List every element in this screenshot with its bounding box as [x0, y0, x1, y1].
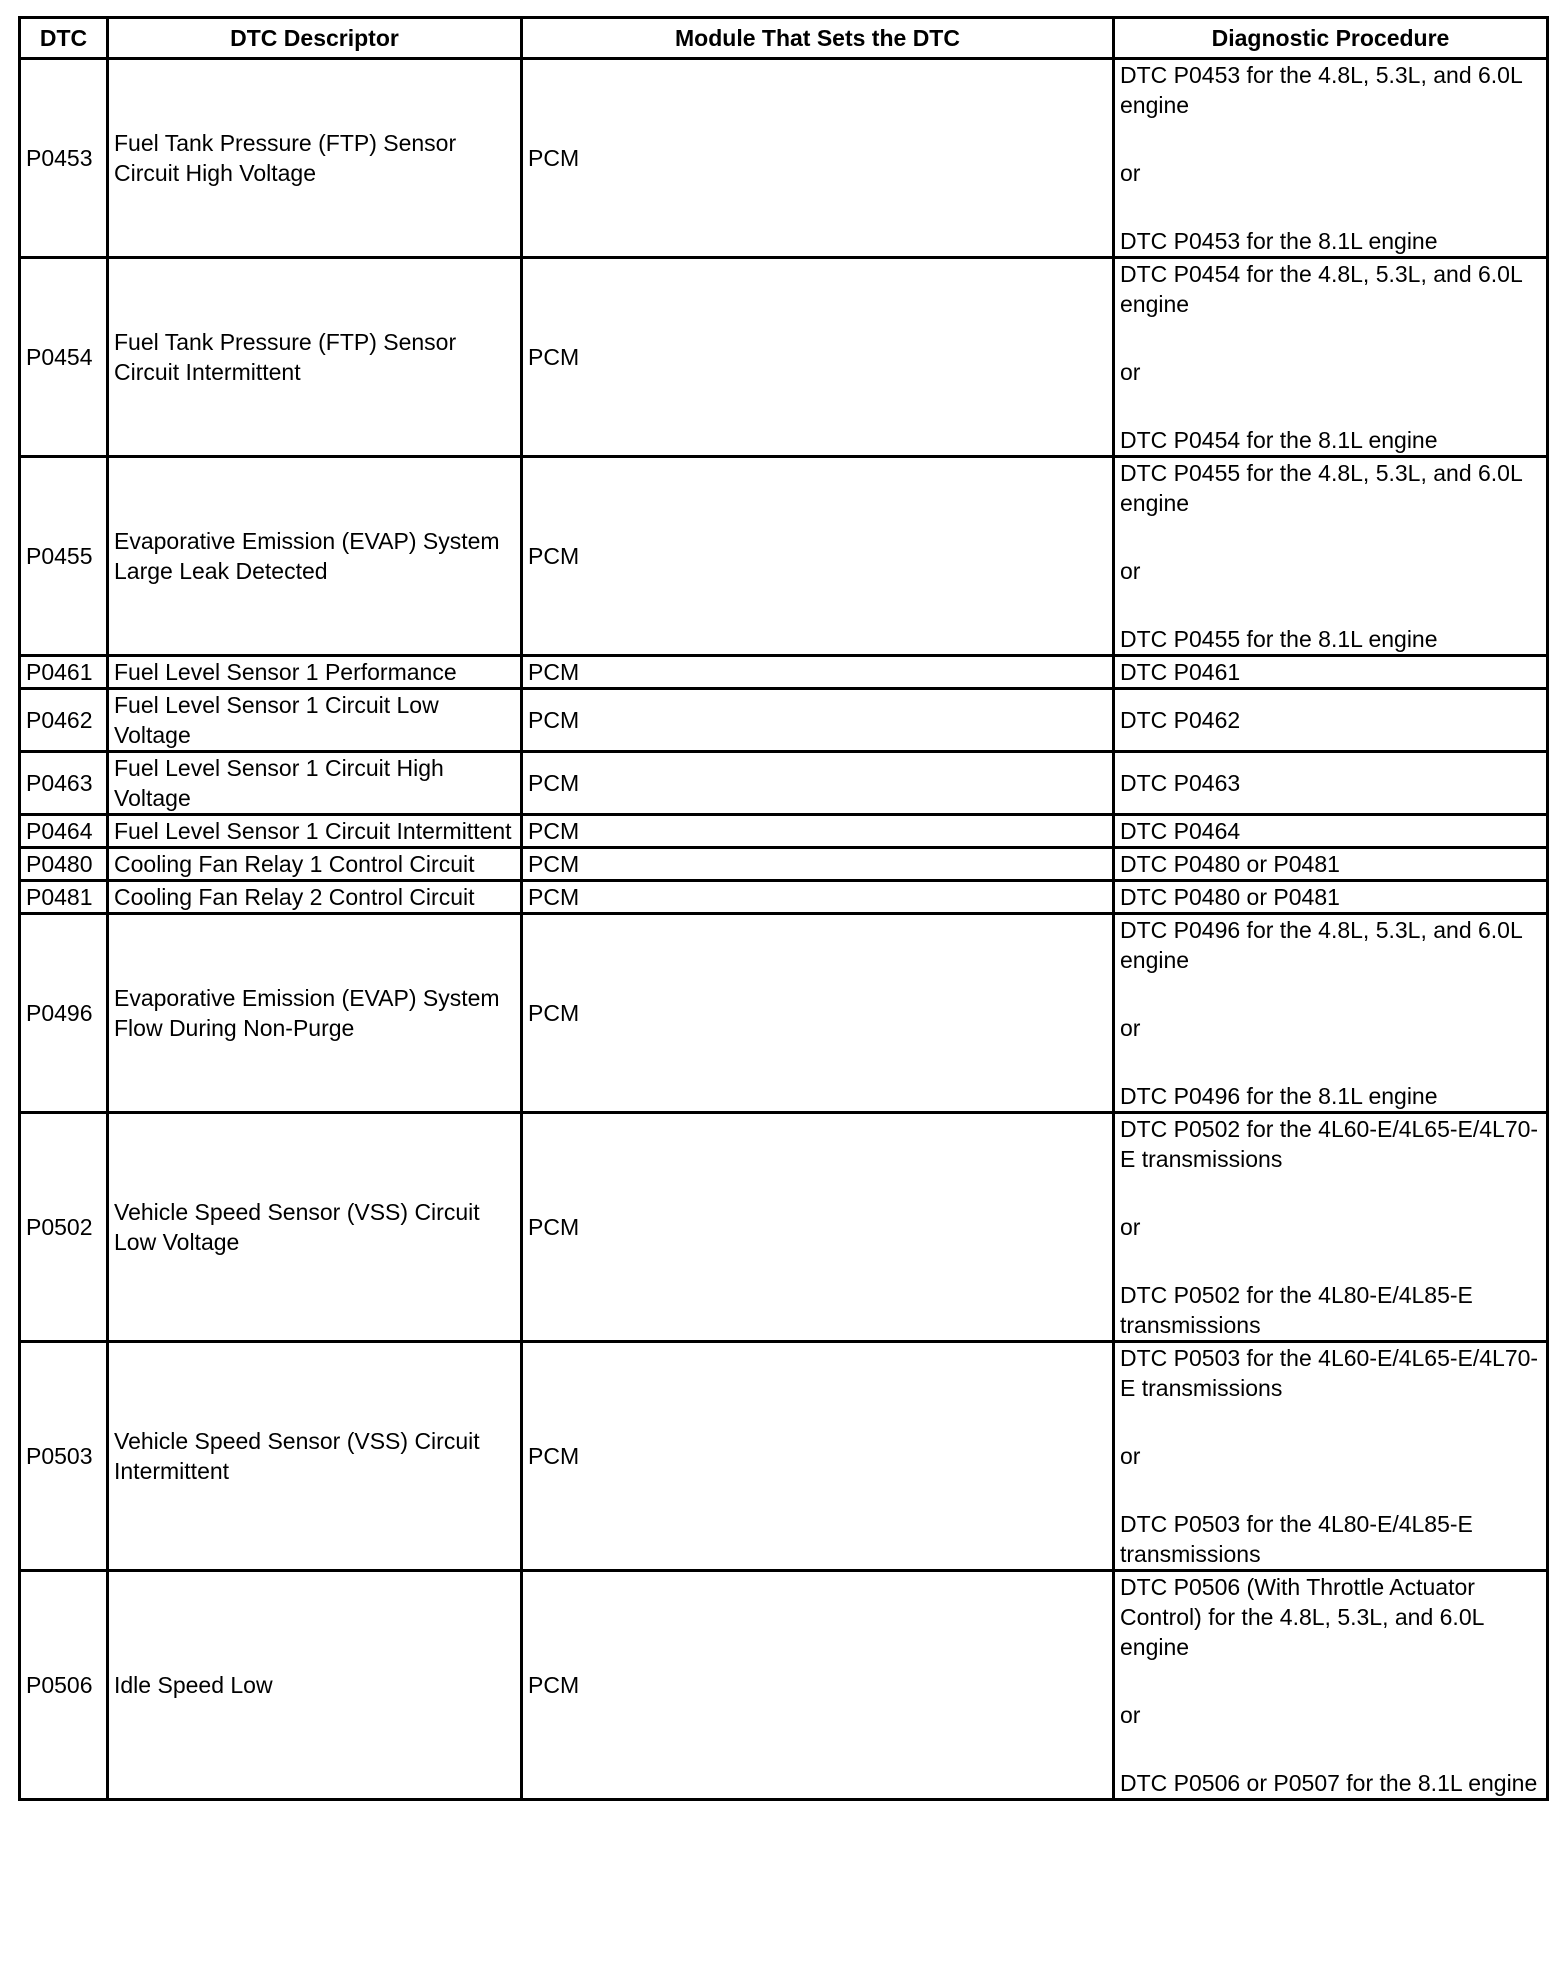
dtc-code-cell: P0453: [20, 59, 108, 258]
diagnostic-procedure-cell: [1114, 258, 1548, 457]
module-cell: PCM: [522, 457, 1114, 656]
table-row: [20, 656, 1548, 689]
dtc-code-cell: P0461: [20, 656, 108, 689]
header-module: Module That Sets the DTC: [522, 18, 1114, 59]
procedure-link-text: DTC P0461: [1120, 659, 1241, 685]
dtc-descriptor-cell: Vehicle Speed Sensor (VSS) Circuit Intermittent: [108, 1342, 522, 1571]
diagnostic-procedure-cell: [1114, 689, 1548, 752]
procedure-or: or: [1120, 160, 1141, 186]
module-cell: PCM: [522, 914, 1114, 1113]
dtc-descriptor-cell: Fuel Tank Pressure (FTP) Sensor Circuit High Voltage: [108, 59, 522, 258]
diagnostic-procedure-cell: [1114, 752, 1548, 815]
diagnostic-procedure-cell: [1114, 1571, 1548, 1800]
dtc-code-cell: P0480: [20, 848, 108, 881]
module-cell: PCM: [522, 881, 1114, 914]
procedure-link-text: DTC P0453 for the 4.8L, 5.3L, and 6.0L engine: [1120, 62, 1522, 118]
module-cell: PCM: [522, 752, 1114, 815]
procedure-link-text: DTC P0496 for the 8.1L engine: [1120, 1083, 1438, 1109]
module-cell: PCM: [522, 848, 1114, 881]
dtc-descriptor-cell: Fuel Level Sensor 1 Circuit Low Voltage: [108, 689, 522, 752]
procedure-link-text: DTC P0455 for the 4.8L, 5.3L, and 6.0L engine: [1120, 460, 1522, 516]
dtc-code-cell: P0455: [20, 457, 108, 656]
procedure-link-text: DTC P0462: [1120, 707, 1241, 733]
diagnostic-procedure-cell: [1114, 914, 1548, 1113]
diagnostic-procedure-cell: [1114, 881, 1548, 914]
procedure-or: or: [1120, 1702, 1141, 1728]
dtc-descriptor-cell: Vehicle Speed Sensor (VSS) Circuit Low Voltage: [108, 1113, 522, 1342]
procedure-link-text: DTC P0463: [1120, 770, 1241, 796]
table-row: [20, 752, 1548, 815]
procedure-link-text: DTC P0503 for the 4L80-E/4L85-E transmissions: [1120, 1511, 1473, 1567]
table-row: [20, 815, 1548, 848]
header-dtc: DTC: [20, 18, 108, 59]
dtc-code-cell: P0503: [20, 1342, 108, 1571]
procedure-or: or: [1120, 1015, 1141, 1041]
table-row: [20, 914, 1548, 1113]
dtc-code-cell: P0496: [20, 914, 108, 1113]
dtc-table: [18, 16, 1549, 1801]
procedure-link-text: DTC P0455 for the 8.1L engine: [1120, 626, 1438, 652]
diagnostic-procedure-cell: [1114, 656, 1548, 689]
dtc-descriptor-cell: Fuel Level Sensor 1 Circuit Intermittent: [108, 815, 522, 848]
diagnostic-procedure-cell: [1114, 815, 1548, 848]
diagnostic-procedure-cell: [1114, 1113, 1548, 1342]
dtc-descriptor-cell: Cooling Fan Relay 2 Control Circuit: [108, 881, 522, 914]
procedure-link-text: DTC P0454 for the 4.8L, 5.3L, and 6.0L engine: [1120, 261, 1522, 317]
module-cell: PCM: [522, 1342, 1114, 1571]
table-row: [20, 1342, 1548, 1571]
dtc-descriptor-cell: Cooling Fan Relay 1 Control Circuit: [108, 848, 522, 881]
header-procedure: Diagnostic Procedure: [1114, 18, 1548, 59]
diagnostic-procedure-cell: [1114, 457, 1548, 656]
procedure-link-text: DTC P0453 for the 8.1L engine: [1120, 228, 1438, 254]
module-cell: PCM: [522, 59, 1114, 258]
diagnostic-procedure-cell: [1114, 59, 1548, 258]
procedure-link-text: DTC P0506 or P0507 for the 8.1L engine: [1120, 1770, 1538, 1796]
table-row: [20, 1571, 1548, 1800]
header-descriptor: DTC Descriptor: [108, 18, 522, 59]
dtc-descriptor-cell: Evaporative Emission (EVAP) System Large Leak Detected: [108, 457, 522, 656]
dtc-descriptor-cell: Fuel Level Sensor 1 Circuit High Voltage: [108, 752, 522, 815]
procedure-or: or: [1120, 1214, 1141, 1240]
procedure-link-text: DTC P0454 for the 8.1L engine: [1120, 427, 1438, 453]
dtc-descriptor-cell: Fuel Tank Pressure (FTP) Sensor Circuit Intermittent: [108, 258, 522, 457]
dtc-descriptor-cell: Fuel Level Sensor 1 Performance: [108, 656, 522, 689]
dtc-descriptor-cell: Idle Speed Low: [108, 1571, 522, 1800]
header-row: [20, 18, 1548, 59]
module-cell: PCM: [522, 656, 1114, 689]
module-cell: PCM: [522, 1571, 1114, 1800]
procedure-link-text: DTC P0496 for the 4.8L, 5.3L, and 6.0L engine: [1120, 917, 1522, 973]
procedure-link-text: DTC P0464: [1120, 818, 1241, 844]
diagnostic-procedure-cell: [1114, 1342, 1548, 1571]
dtc-code-cell: P0506: [20, 1571, 108, 1800]
dtc-code-cell: P0462: [20, 689, 108, 752]
dtc-descriptor-cell: Evaporative Emission (EVAP) System Flow During Non-Purge: [108, 914, 522, 1113]
procedure-or: or: [1120, 359, 1141, 385]
procedure-or: or: [1120, 558, 1141, 584]
table-row: [20, 848, 1548, 881]
dtc-code-cell: P0481: [20, 881, 108, 914]
table-row: [20, 1113, 1548, 1342]
procedure-link-text: DTC P0502 for the 4L80-E/4L85-E transmissions: [1120, 1282, 1473, 1338]
table-row: [20, 689, 1548, 752]
dtc-code-cell: P0463: [20, 752, 108, 815]
procedure-link-text: DTC P0502 for the 4L60-E/4L65-E/4L70-E transmissions: [1120, 1116, 1539, 1172]
module-cell: PCM: [522, 1113, 1114, 1342]
procedure-link-text: DTC P0506 (With Throttle Actuator Control) for the 4.8L, 5.3L, and 6.0L engine: [1120, 1574, 1484, 1660]
table-row: [20, 59, 1548, 258]
table-row: [20, 881, 1548, 914]
dtc-code-cell: P0464: [20, 815, 108, 848]
module-cell: PCM: [522, 815, 1114, 848]
module-cell: PCM: [522, 689, 1114, 752]
table-row: [20, 457, 1548, 656]
module-cell: PCM: [522, 258, 1114, 457]
dtc-code-cell: P0454: [20, 258, 108, 457]
procedure-or: or: [1120, 1443, 1141, 1469]
procedure-link-text: DTC P0480 or P0481: [1120, 884, 1340, 910]
dtc-code-cell: P0502: [20, 1113, 108, 1342]
procedure-link-text: DTC P0503 for the 4L60-E/4L65-E/4L70-E transmissions: [1120, 1345, 1539, 1401]
procedure-link-text: DTC P0480 or P0481: [1120, 851, 1340, 877]
diagnostic-procedure-cell: [1114, 848, 1548, 881]
table-row: [20, 258, 1548, 457]
